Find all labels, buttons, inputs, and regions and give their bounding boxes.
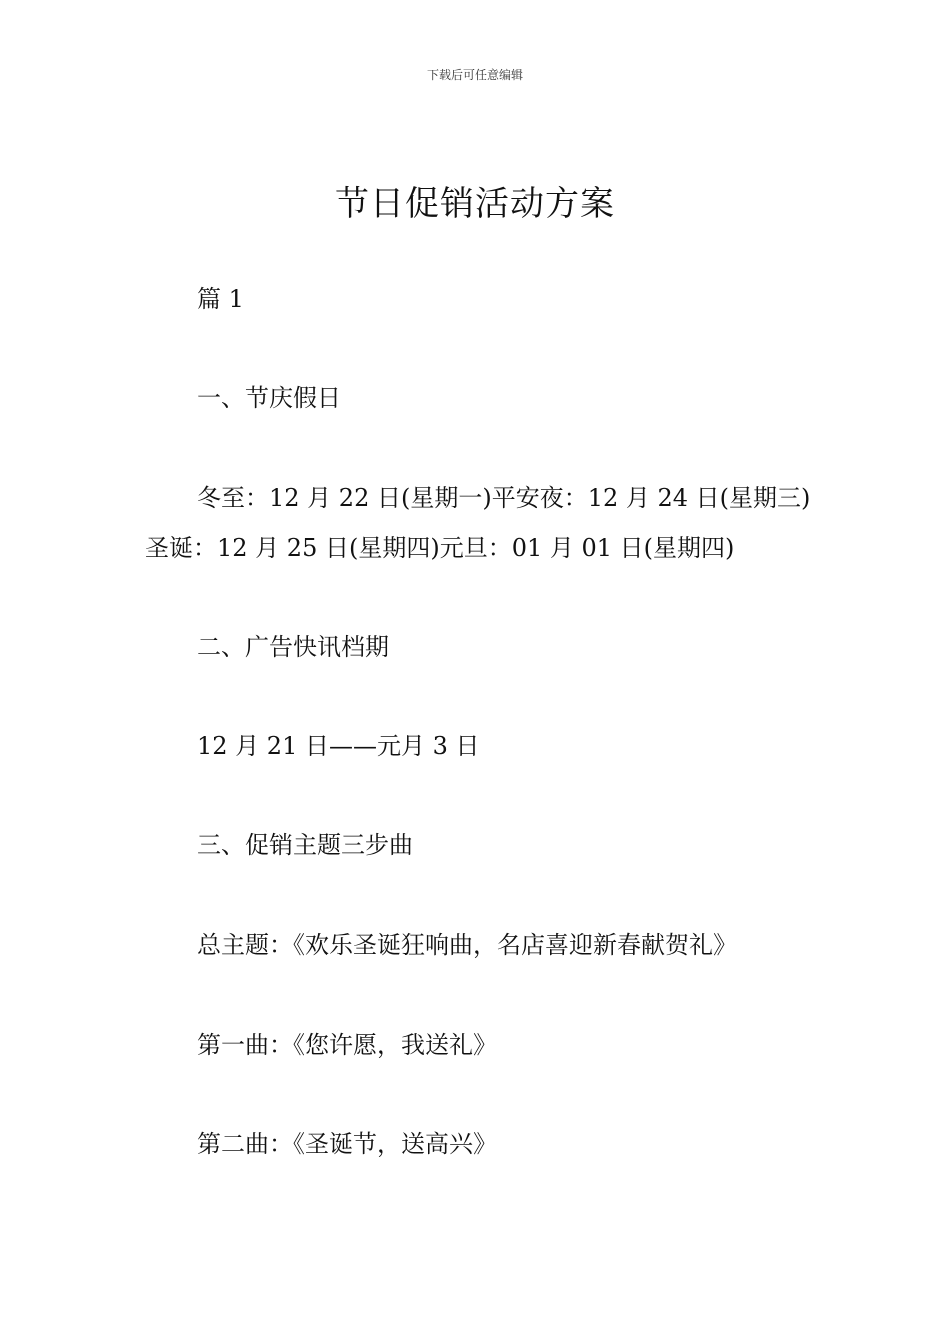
- paragraph-main-theme: 总主题：《欢乐圣诞狂响曲，名店喜迎新春献贺礼》: [197, 931, 737, 959]
- paragraph-heading-holidays: 一、节庆假日: [197, 384, 341, 412]
- paragraph-heading-promo-theme: 三、促销主题三步曲: [197, 831, 413, 859]
- paragraph-holiday-dates: 冬至：12 月 22 日(星期一)平安夜：12 月 24 日(星期三)圣诞：12 月 25 日(星期四)元旦：01 月 01 日(星期四): [145, 484, 811, 562]
- header-note: 下载后可任意编辑: [426, 68, 523, 82]
- paragraph-section-label: 篇 1: [197, 285, 244, 313]
- document-title: 节日促销活动方案: [335, 184, 615, 224]
- paragraph-ad-dates: 12 月 21 日——元月 3 日: [197, 732, 480, 760]
- paragraph-second-movement: 第二曲：《圣诞节，送高兴》: [197, 1130, 497, 1158]
- paragraph-first-movement: 第一曲：《您许愿，我送礼》: [197, 1031, 497, 1059]
- paragraph-heading-ad-schedule: 二、广告快讯档期: [197, 633, 389, 661]
